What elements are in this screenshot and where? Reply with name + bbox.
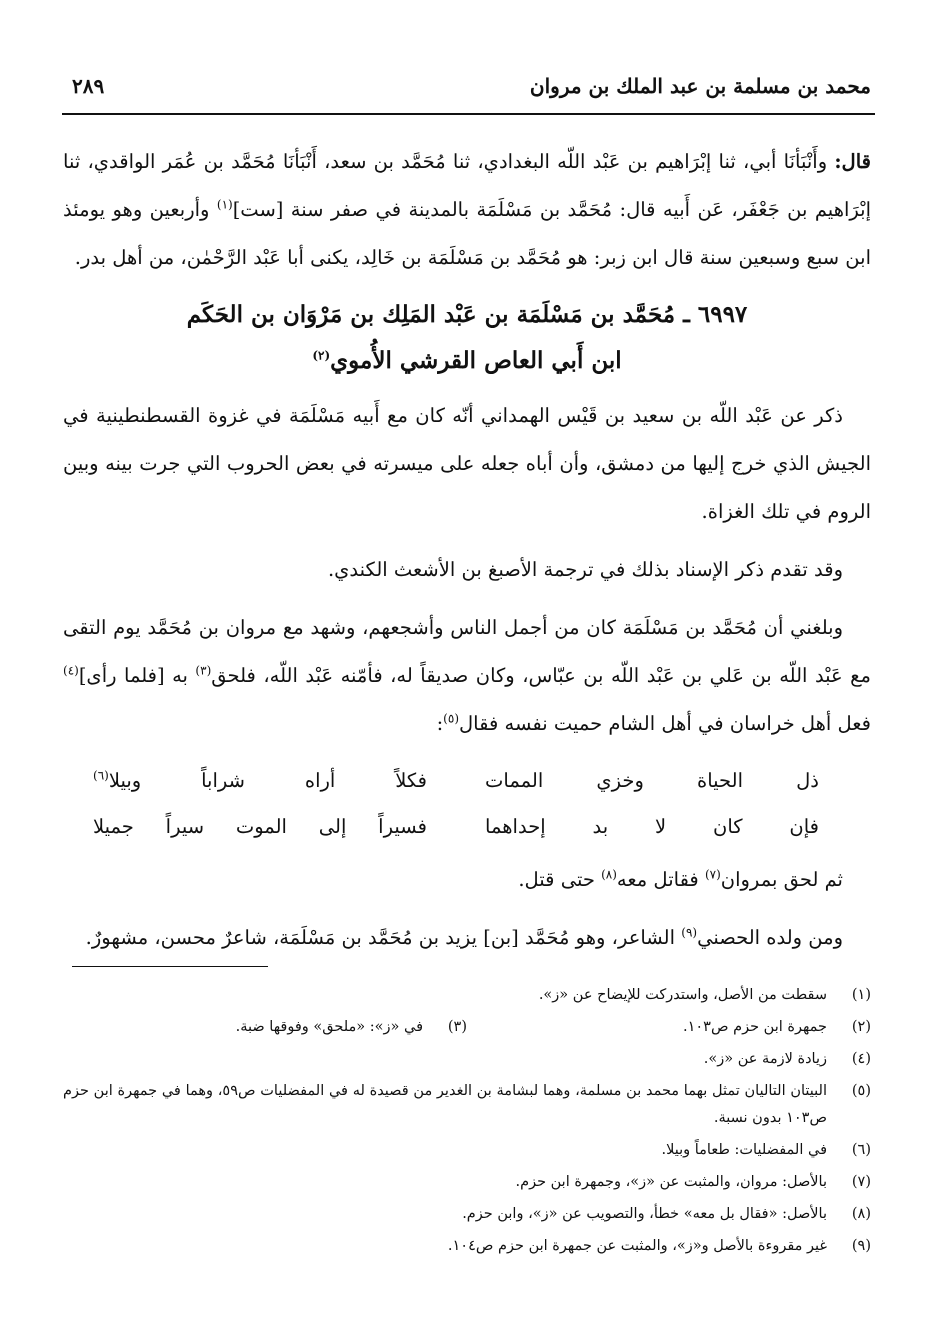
footnote-text: زيادة لازمة عن «ز».: [703, 1051, 827, 1067]
paragraph-text: به [فلما رأى]: [78, 664, 196, 687]
footnote-ref: (٥): [443, 711, 459, 726]
footnote-number: (٩): [851, 1238, 871, 1254]
paragraph-text: وأَنْبَأنَا أبي، ثنا إبْرَاهيم بن عَبْد اللّه البغدادي، ثنا مُحَمَّد بن سعد، أَنْبَأنَا مُحَمَّد بن عُمَر الواقدي، ثنا إبْرَاهيم بن جَعْفَر، عَن أَبيه قال: مُحَمَّد بن مَسْلَمَة بالمدينة في صفر سنة [ست]: [63, 150, 872, 221]
paragraph-text: فعل أهل خراسان في أهل الشام حميت نفسه فقال: [459, 712, 871, 735]
entry-heading: [63, 292, 871, 384]
footnote: [63, 1201, 871, 1228]
hemistich-text: فكلاً أراه شراباً وبيلا: [108, 769, 427, 792]
poem-verse: [63, 804, 871, 850]
paragraph-text: ثم لحق بمروان: [720, 868, 843, 891]
footnote-pair: [63, 1014, 871, 1041]
footnotes: [63, 982, 871, 1265]
running-title: محمد بن مسلمة بن عبد الملك بن مروان: [529, 74, 871, 98]
footnote-number: (١): [851, 987, 871, 1003]
footnote: [63, 1046, 871, 1073]
footnote-ref: (٧): [704, 867, 721, 882]
footnote-number: (٦): [851, 1142, 871, 1158]
entry-heading-line-2: [63, 338, 871, 384]
footnote-text: البيتان التاليان تمثل بهما محمد بن مسلمة، وهما لبشامة بن الغدير من قصيدة له في المفضليات ص٥٩، وهما في جمهرة ابن حزم ص١٠٣ بدون نسبة.: [63, 1083, 827, 1126]
main-text: [63, 138, 871, 972]
verse-first-hemistich: فإن كان لا بد إحداهما: [485, 815, 819, 838]
footnote: [467, 1014, 871, 1041]
footnote-ref: (٩): [681, 925, 698, 940]
footnote-text: سقطت من الأصل، واستدركت للإيضاح عن «ز».: [538, 987, 827, 1003]
poem-verse: [63, 758, 871, 804]
paragraph-outcome: [63, 856, 871, 904]
lead-word: قال:: [834, 150, 871, 173]
footnote-number: (٥): [851, 1083, 871, 1099]
paragraph-cross-reference: وقد تقدم ذكر الإسناد بذلك في ترجمة الأصبغ بن الأشعث الكندي.: [327, 558, 843, 581]
paragraph-text: فقاتل معه: [616, 868, 705, 891]
footnote: [63, 1014, 467, 1041]
footnote-ref: (١): [216, 197, 233, 212]
footnote: [63, 1169, 871, 1196]
poem: [63, 758, 871, 850]
footnote-number: (٧): [851, 1174, 871, 1190]
footnote-text: بالأصل: «فقال بل معه» خطأ، والتصويب عن «ز»، وابن حزم.: [462, 1206, 827, 1222]
paragraph-isnad: [63, 138, 871, 282]
running-header: [72, 72, 871, 106]
paragraph-biography: ذكر عن عَبْد اللّه بن سعيد بن قَيْس الهمداني أنّه كان مع أَبيه مَسْلَمَة في غزوة القسطنطينية في الجيش الذي خرج إليها من دمشق، وأن أباه جعله على ميسرته في بعض الحروب التي جرت بينه وبين الروم في تلك الغزاة.: [63, 404, 871, 523]
verse-second-hemistich: فسيراً إلى الموت سيراً جميلا: [93, 815, 427, 838]
paragraph-text: حتى قتل.: [518, 868, 602, 891]
footnote-ref: (٦): [93, 768, 109, 783]
footnote-text: جمهرة ابن حزم ص١٠٣.: [682, 1019, 827, 1035]
paragraph-narrative: [63, 604, 871, 748]
header-rule: [62, 113, 875, 115]
verse-second-hemistich: [93, 758, 427, 804]
paragraph-text: :: [436, 712, 444, 735]
page-number: ٢٨٩: [72, 74, 105, 98]
paragraph-text: وبلغني أن مُحَمَّد بن مَسْلَمَة كان من أجمل الناس وأشجعهم، وشهد مع مروان بن مُحَمَّد يوم التقى مع عَبْد اللّه بن عَلي بن عَبْد اللّه بن عبّاس، وكان صديقاً له، فأمّنه عَبْد اللّه، فلحق: [63, 616, 871, 687]
footnote-number: (٣): [447, 1019, 467, 1035]
footnote: [63, 1078, 871, 1132]
footnote-number: (٨): [851, 1206, 871, 1222]
footnote-number: (٢): [851, 1019, 871, 1035]
footnote: [63, 1233, 871, 1260]
footnote-text: غير مقروءة بالأصل و«ز»، والمثبت عن جمهرة ابن حزم ص١٠٤.: [447, 1238, 827, 1254]
paragraph-descendants: [63, 914, 871, 962]
footnote: [63, 982, 871, 1009]
footnote-rule: [72, 966, 268, 967]
footnote-ref: (٢): [312, 348, 331, 363]
footnote-text: في المفضليات: طعاماً وبيلا.: [661, 1142, 827, 1158]
entry-heading-text: ابن أَبي العاص القرشي الأُموي: [330, 347, 622, 374]
footnote-text: بالأصل: مروان، والمثبت عن «ز»، وجمهرة ابن حزم.: [515, 1174, 827, 1190]
paragraph-text: الشاعر، وهو مُحَمَّد [بن] يزيد بن مُحَمَّد بن مَسْلَمَة، شاعرٌ محسن، مشهورٌ.: [85, 926, 682, 949]
footnote-ref: (٤): [63, 663, 79, 678]
entry-heading-line-1: ٦٩٩٧ ـ مُحَمَّد بن مَسْلَمَة بن عَبْد المَلِك بن مَرْوَان بن الحَكَم: [186, 301, 748, 328]
footnote-ref: (٣): [195, 663, 212, 678]
footnote: [63, 1137, 871, 1164]
paragraph-text: ومن ولده الحصني: [697, 926, 843, 949]
footnote-ref: (٨): [601, 867, 617, 882]
footnote-number: (٤): [851, 1051, 871, 1067]
paragraph-text: وأربعين وهو يومئذ ابن سبع وسبعين سنة قال ابن زبر: هو مُحَمَّد بن مَسْلَمَة بن خَالِد، يكنى أبا عَبْد الرَّحْمٰن، من أهل بدر.: [63, 198, 871, 269]
footnote-text: في «ز»: «ملحق» وفوقها ضبة.: [235, 1019, 423, 1035]
verse-first-hemistich: ذل الحياة وخزي الممات: [485, 769, 819, 792]
